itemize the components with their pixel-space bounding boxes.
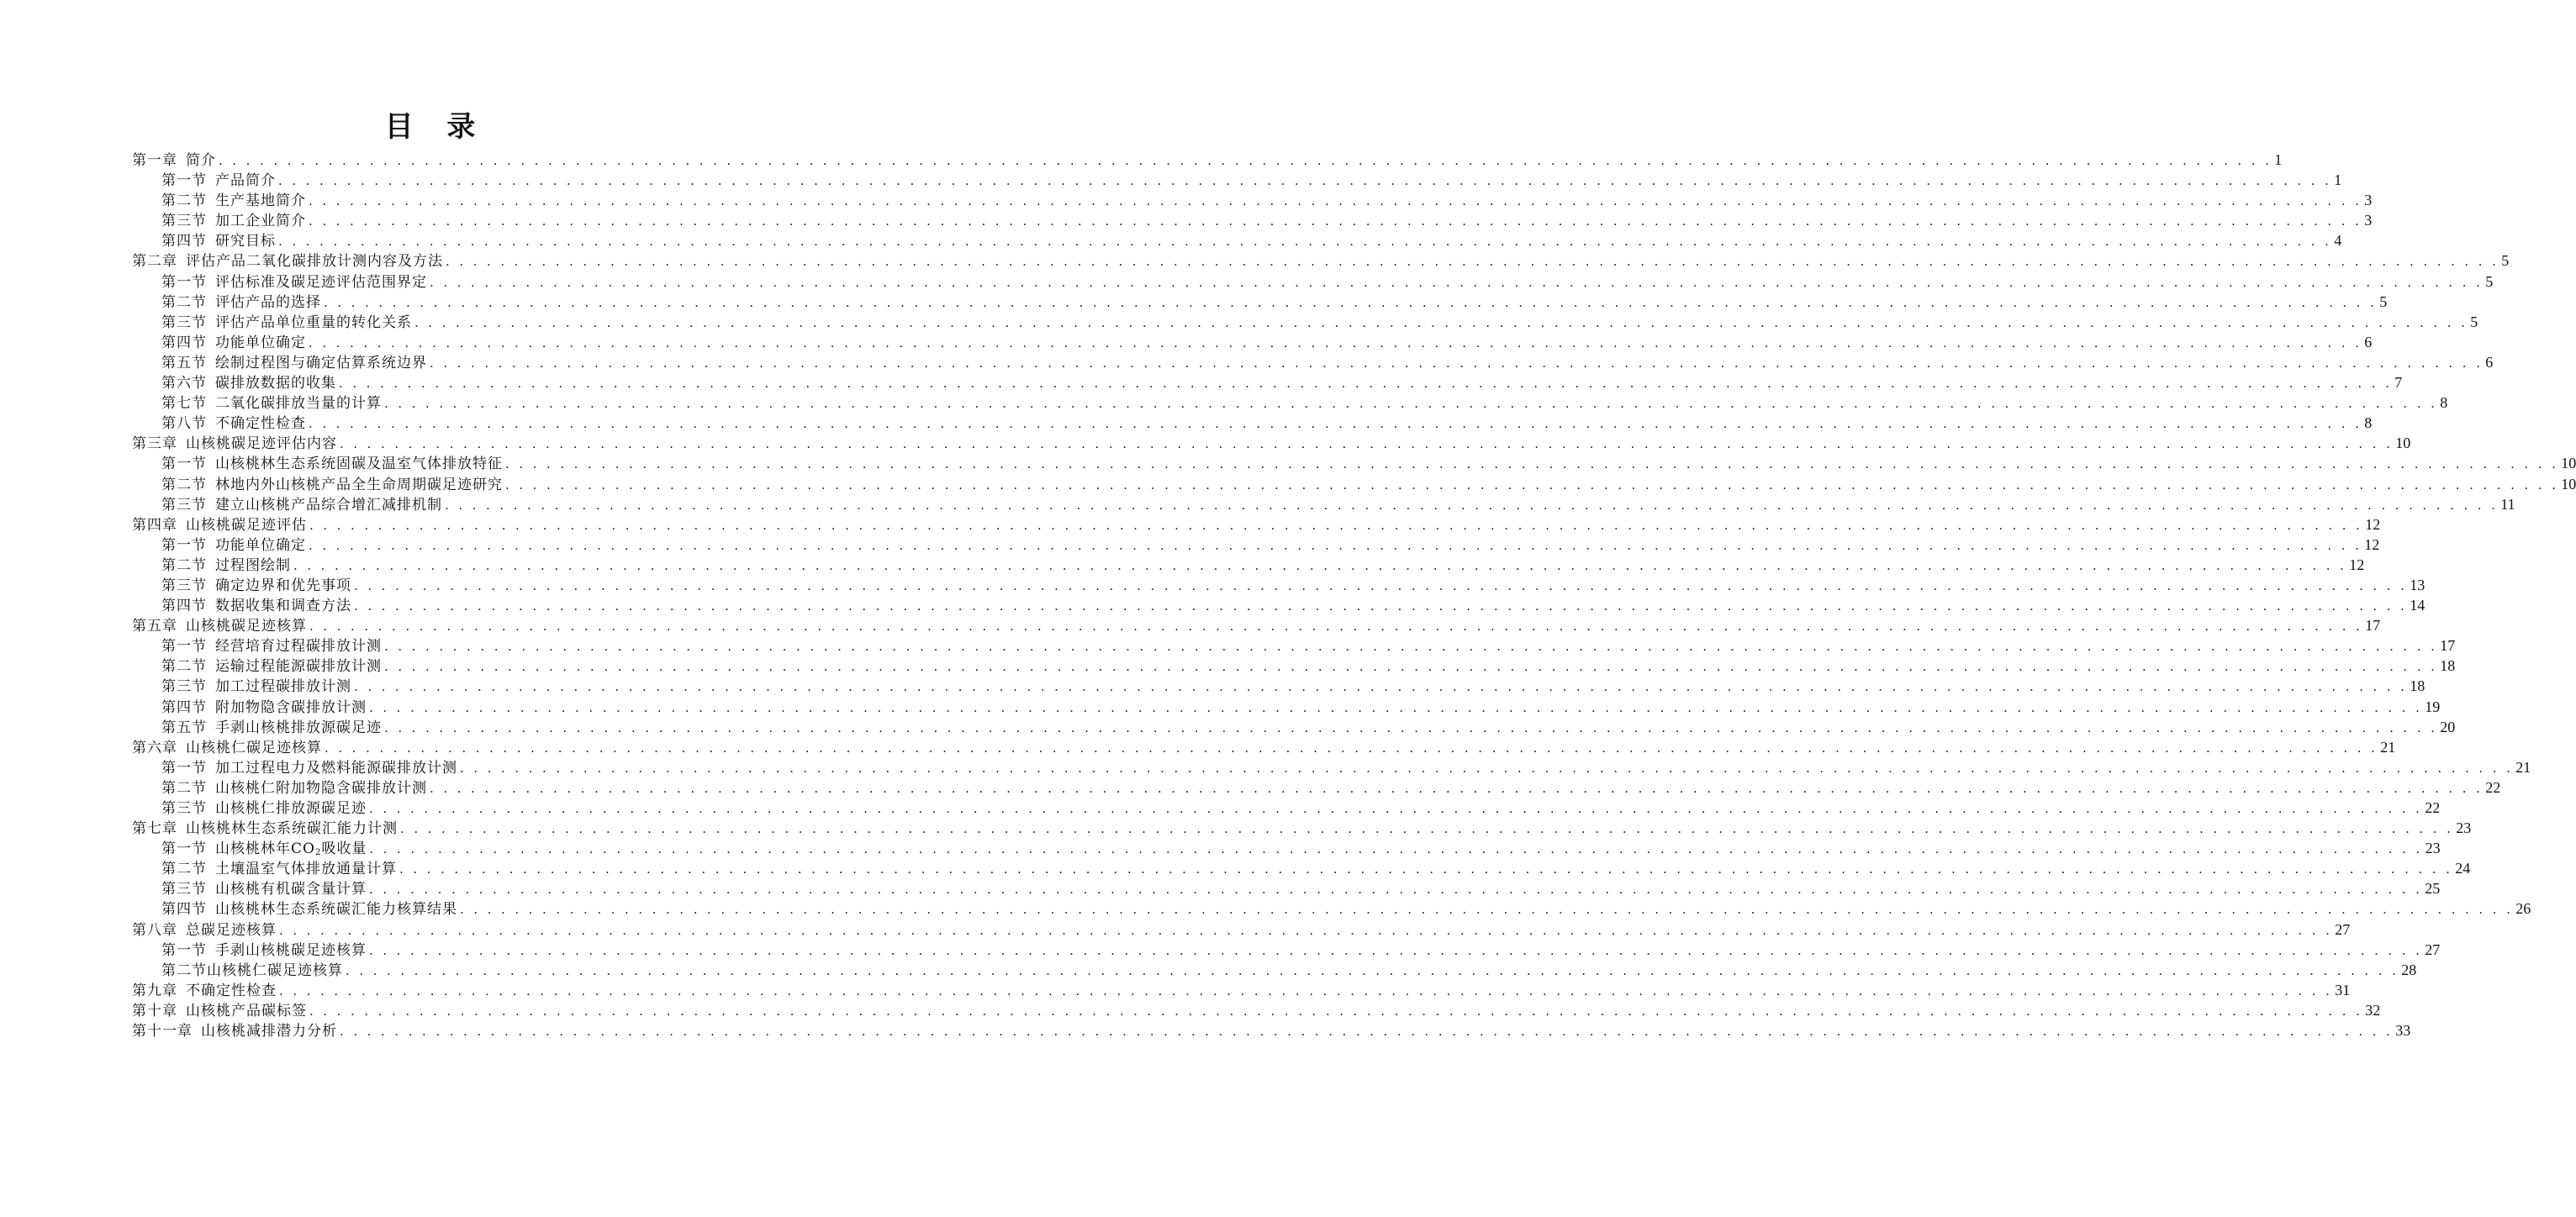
toc-entry-number: 第四节 (161, 698, 207, 716)
toc-entry-number: 第三节 (161, 213, 207, 230)
toc-dot-leader: . . . . . . . . . . . . . . . . . . . . . . . . . . . . . . . . . . . . . . . . . . . . . . . . . . . . . . . . . . . . . . . . . . . . . . . . . . . . . . . . . . . . . . . . . . . . . . . . . . . . . . . . . . . . . . . . . . . . . . . . . . . . . . . . . . . . . . . . . . . . . . . . . . . . . . (309, 193, 2362, 209)
toc-entry-label (132, 616, 307, 636)
toc-entry-title: 功能单位确定 (215, 536, 306, 554)
toc-entry-number: 第一节 (161, 273, 207, 291)
toc-page-number: 21 (2380, 738, 2396, 756)
toc-entry-label (161, 535, 306, 556)
toc-dot-leader: . . . . . . . . . . . . . . . . . . . . . . . . . . . . . . . . . . . . . . . . . . . . . . . . . . . . . . . . . . . . . . . . . . . . . . . . . . . . . . . . . . . . . . . . . . . . . . . . . . . . . . . . . . . . . . . . . . . . . . . . . . . . . . . . . . . . . . . . . . . . . . . . . . . . . . (430, 274, 2484, 290)
toc-section-entry[interactable] (132, 535, 2380, 555)
toc-section-entry[interactable] (132, 595, 2426, 615)
toc-page-number: 24 (2455, 860, 2471, 877)
toc-section-entry[interactable] (132, 656, 2456, 676)
toc-entry-title: 生产基地简介 (215, 192, 306, 210)
toc-entry-label (161, 698, 367, 718)
toc-entry-number: 第一节 (161, 638, 207, 656)
toc-page-number: 23 (2456, 819, 2472, 837)
toc-dot-leader: . . . . . . . . . . . . . . . . . . . . . . . . . . . . . . . . . . . . . . . . . . . . . . . . . . . . . . . . . . . . . . . . . . . . . . . . . . . . . . . . . . . . . . . . . . . . . . . . . . . . . . . . . . . . . . . . . . . . . . . . . . . . . . . . . . . . . . . . . . . . . . . . . . . . . . (430, 780, 2484, 796)
toc-entry-number: 第三节 (161, 800, 207, 817)
toc-chapter-entry[interactable] (132, 980, 2351, 1000)
toc-page-number: 17 (2440, 637, 2456, 655)
toc-dot-leader: . . . . . . . . . . . . . . . . . . . . . . . . . . . . . . . . . . . . . . . . . . . . . . . . . . . . . . . . . . . . . . . . . . . . . . . . . . . . . . . . . . . . . . . . . . . . . . . . . . . . . . . . . . . . . . . . . . . . . . . . . . . . . . . . . . . . . . . . . . . . . . . . . . . . . . (219, 153, 2272, 168)
toc-page-number: 14 (2410, 597, 2426, 614)
toc-page-number: 5 (2379, 292, 2388, 310)
toc-page-number: 6 (2364, 333, 2373, 350)
toc-page-number: 3 (2364, 212, 2373, 229)
toc-page-number: 21 (2515, 758, 2531, 776)
toc-entry-title: 附加物隐含碳排放计测 (215, 698, 367, 716)
toc-entry-label (132, 150, 216, 171)
toc-entry-title: 绘制过程图与确定估算系统边界 (215, 354, 427, 371)
toc-entry-title: 评估标准及碳足迹评估范围界定 (215, 273, 427, 291)
toc-entry-number: 第三节 (161, 496, 207, 514)
toc-entry-label (132, 251, 443, 271)
toc-dot-leader: . . . . . . . . . . . . . . . . . . . . . . . . . . . . . . . . . . . . . . . . . . . . . . . . . . . . . . . . . . . . . . . . . . . . . . . . . . . . . . . . . . . . . . . . . . . . . . . . . . . . . . . . . . . . . . . . . . . . . . . . . . . . . . . . . . . . . . . . . . . . . . . . . . . . . . (309, 1003, 2363, 1019)
toc-entry-title: 山核桃林生态系统碳汇能力计测 (186, 820, 398, 838)
toc-section-entry[interactable] (132, 960, 2417, 980)
toc-entry-number: 第二节 (161, 779, 207, 797)
toc-entry-title: 不确定性检查 (215, 415, 306, 433)
toc-dot-leader: . . . . . . . . . . . . . . . . . . . . . . . . . . . . . . . . . . . . . . . . . . . . . . . . . . . . . . . . . . . . . . . . . . . . . . . . . . . . . . . . . . . . . . . . . . . . . . . . . . . . . . . . . . . . . . . . . . . . . . . . . . . . . . . . . . . . . . . . . . . . . . . . . . . . . . (430, 355, 2484, 371)
toc-section-entry[interactable] (132, 312, 2478, 332)
toc-entry-title: 山核桃碳足迹核算 (186, 618, 307, 635)
toc-dot-leader: . . . . . . . . . . . . . . . . . . . . . . . . . . . . . . . . . . . . . . . . . . . . . . . . . . . . . . . . . . . . . . . . . . . . . . . . . . . . . . . . . . . . . . . . . . . . . . . . . . . . . . . . . . . . . . . . . . . . . . . . . . . . . . . . . . . . . . . . . . . . . . . . . . . . . . (414, 314, 2468, 330)
toc-section-entry[interactable] (132, 898, 2531, 919)
toc-entry-number: 第五节 (161, 719, 207, 736)
toc-entry-title: 山核桃仁排放源碳足迹 (215, 800, 367, 817)
toc-entry-title: 山核桃仁碳足迹核算 (186, 739, 322, 756)
toc-entry-label (132, 1001, 307, 1021)
toc-entry-number: 第一节 (161, 536, 207, 554)
toc-entry-title: 功能单位确定 (215, 334, 306, 351)
toc-section-entry[interactable] (132, 858, 2471, 878)
toc-dot-leader: . . . . . . . . . . . . . . . . . . . . . . . . . . . . . . . . . . . . . . . . . . . . . . . . . . . . . . . . . . . . . . . . . . . . . . . . . . . . . . . . . . . . . . . . . . . . . . . . . . . . . . . . . . . . . . . . . . . . . . . . . . . . . . . . . . . . . . . . . . . . . . . . . . . . . . (354, 679, 2408, 695)
toc-dot-leader: . . . . . . . . . . . . . . . . . . . . . . . . . . . . . . . . . . . . . . . . . . . . . . . . . . . . . . . . . . . . . . . . . . . . . . . . . . . . . . . . . . . . . . . . . . . . . . . . . . . . . . . . . . . . . . . . . . . . . . . . . . . . . . . . . . . . . . . . . . . . . . . . . . . . . . (384, 396, 2438, 412)
toc-chapter-entry[interactable] (132, 919, 2351, 940)
toc-chapter-entry[interactable] (132, 433, 2411, 453)
toc-dot-leader: . . . . . . . . . . . . . . . . . . . . . . . . . . . . . . . . . . . . . . . . . . . . . . . . . . . . . . . . . . . . . . . . . . . . . . . . . . . . . . . . . . . . . . . . . . . . . . . . . . . . . . . . . . . . . . . . . . . . . . . . . . . . . . . . . . . . . . . . . . . . . . . . . . . . . . (293, 557, 2347, 573)
toc-entry-title: 产品简介 (215, 172, 276, 190)
toc-dot-leader: . . . . . . . . . . . . . . . . . . . . . . . . . . . . . . . . . . . . . . . . . . . . . . . . . . . . . . . . . . . . . . . . . . . . . . . . . . . . . . . . . . . . . . . . . . . . . . . . . . . . . . . . . . . . . . . . . . . . . . . . . . . . . . . . . . . . . . . . . . . . . . . . . . . . . . (339, 376, 2393, 392)
toc-entry-label (161, 859, 397, 879)
toc-page-number: 6 (2485, 353, 2494, 371)
toc-entry-label (161, 353, 427, 373)
toc-section-entry[interactable] (132, 838, 2441, 858)
toc-entry-title: 山核桃林生态系统固碳及温室气体排放特征 (215, 456, 503, 473)
toc-dot-leader: . . . . . . . . . . . . . . . . . . . . . . . . . . . . . . . . . . . . . . . . . . . . . . . . . . . . . . . . . . . . . . . . . . . . . . . . . . . . . . . . . . . . . . . . . . . . . . . . . . . . . . . . . . . . . . . . . . . . . . . . . . . . . . . . . . . . . . . . . . . . . . . . . . . . . . (384, 639, 2438, 655)
toc-dot-leader: . . . . . . . . . . . . . . . . . . . . . . . . . . . . . . . . . . . . . . . . . . . . . . . . . . . . . . . . . . . . . . . . . . . . . . . . . . . . . . . . . . . . . . . . . . . . . . . . . . . . . . . . . . . . . . . . . . . . . . . . . . . . . . . . . . . . . . . . . . . . . . . . . . . . . . (384, 659, 2438, 675)
toc-entry-number: 第十一章 (132, 1023, 193, 1041)
toc-entry-label (161, 414, 306, 434)
toc-page-number: 22 (2485, 778, 2501, 796)
toc-dot-leader: . . . . . . . . . . . . . . . . . . . . . . . . . . . . . . . . . . . . . . . . . . . . . . . . . . . . . . . . . . . . . . . . . . . . . . . . . . . . . . . . . . . . . . . . . . . . . . . . . . . . . . . . . . . . . . . . . . . . . . . . . . . . . . . . . . . . . . . . . . . . . . . . . . . . . . (309, 213, 2362, 229)
toc-entry-label (161, 191, 306, 211)
toc-entry-label (132, 738, 322, 758)
toc-dot-leader: . . . . . . . . . . . . . . . . . . . . . . . . . . . . . . . . . . . . . . . . . . . . . . . . . . . . . . . . . . . . . . . . . . . . . . . . . . . . . . . . . . . . . . . . . . . . . . . . . . . . . . . . . . . . . . . . . . . . . . . . . . . . . . . . . . . . . . . . . . . . . . . . . . . . . . (279, 983, 2333, 998)
toc-entry-title: 数据收集和调查方法 (215, 598, 351, 615)
toc-entry-number: 第一节 (161, 941, 207, 959)
toc-entry-label (161, 596, 351, 616)
toc-entry-title: 评估产品单位重量的转化关系 (215, 313, 412, 331)
toc-entry-title: 建立山核桃产品综合增汇减排机制 (215, 496, 442, 514)
toc-entry-number: 第三节 (161, 678, 207, 696)
toc-page-number: 33 (2395, 1022, 2411, 1040)
toc-entry-number: 第三章 (132, 435, 177, 453)
toc-section-entry[interactable] (132, 392, 2448, 413)
toc-page-number: 8 (2364, 414, 2373, 432)
toc-entry-label (161, 839, 367, 859)
toc-dot-leader: . . . . . . . . . . . . . . . . . . . . . . . . . . . . . . . . . . . . . . . . . . . . . . . . . . . . . . . . . . . . . . . . . . . . . . . . . . . . . . . . . . . . . . . . . . . . . . . . . . . . . . . . . . . . . . . . . . . . . . . . . . . . . . . . . . . . . . . . . . . . . . . . . . . . . . (340, 436, 2394, 452)
toc-entry-label (161, 211, 306, 231)
toc-dot-leader: . . . . . . . . . . . . . . . . . . . . . . . . . . . . . . . . . . . . . . . . . . . . . . . . . . . . . . . . . . . . . . . . . . . . . . . . . . . . . . . . . . . . . . . . . . . . . . . . . . . . . . . . . . . . . . . . . . . . . . . . . . . . . . . . . . . . . . . . . . . . . . . . . . . . . . (309, 335, 2362, 350)
toc-page-number: 25 (2425, 880, 2441, 898)
toc-section-entry[interactable] (132, 271, 2494, 292)
toc-dot-leader: . . . . . . . . . . . . . . . . . . . . . . . . . . . . . . . . . . . . . . . . . . . . . . . . . . . . . . . . . . . . . . . . . . . . . . . . . . . . . . . . . . . . . . . . . . . . . . . . . . . . . . . . . . . . . . . . . . . . . . . . . . . . . . . . . . . . . . . . . . . . . . . . . . . . . . (354, 577, 2408, 593)
toc-entry-label (161, 677, 351, 697)
toc-entry-title: 山核桃减排潜力分析 (201, 1023, 337, 1041)
toc-section-entry[interactable] (132, 453, 2576, 473)
toc-chapter-entry[interactable] (132, 150, 2283, 170)
toc-page-number: 18 (2440, 657, 2456, 675)
toc-entry-title: 运输过程能源碳排放计测 (215, 658, 382, 676)
toc-section-entry[interactable] (132, 555, 2365, 575)
toc-chapter-entry[interactable] (132, 1000, 2381, 1020)
toc-entry-number: 第十章 (132, 1002, 177, 1019)
toc-dot-leader: . . . . . . . . . . . . . . . . . . . . . . . . . . . . . . . . . . . . . . . . . . . . . . . . . . . . . . . . . . . . . . . . . . . . . . . . . . . . . . . . . . . . . . . . . . . . . . . . . . . . . . . . . . . . . . . . . . . . . . . . . . . . . . . . . . . . . . . . . . . . . . . . . . . . . . (309, 517, 2363, 533)
toc-entry-label (132, 1021, 337, 1041)
toc-entry-number: 第八章 (132, 921, 177, 939)
toc-dot-leader: . . . . . . . . . . . . . . . . . . . . . . . . . . . . . . . . . . . . . . . . . . . . . . . . . . . . . . . . . . . . . . . . . . . . . . . . . . . . . . . . . . . . . . . . . . . . . . . . . . . . . . . . . . . . . . . . . . . . . . . . . . . . . . . . . . . . . . . . . . . . . . . . . . . . . . (369, 699, 2423, 715)
toc-entry-title: 过程图绘制 (215, 556, 291, 574)
toc-entry-title: 山核桃仁附加物隐含碳排放计测 (215, 779, 427, 797)
toc-entry-number: 第二章 (132, 253, 177, 271)
toc-dot-leader: . . . . . . . . . . . . . . . . . . . . . . . . . . . . . . . . . . . . . . . . . . . . . . . . . . . . . . . . . . . . . . . . . . . . . . . . . . . . . . . . . . . . . . . . . . . . . . . . . . . . . . . . . . . . . . . . . . . . . . . . . . . . . . . . . . . . . . . . . . . . . . . . . . . . . . (384, 719, 2438, 735)
toc-dot-leader: . . . . . . . . . . . . . . . . . . . . . . . . . . . . . . . . . . . . . . . . . . . . . . . . . . . . . . . . . . . . . . . . . . . . . . . . . . . . . . . . . . . . . . . . . . . . . . . . . . . . . . . . . . . . . . . . . . . . . . . . . . . . . . . . . . . . . . . . . . . . . . . . . . . . . . (460, 760, 2514, 776)
toc-entry-number: 第四节 (161, 334, 207, 351)
toc-page-number: 10 (2561, 475, 2576, 493)
toc-dot-leader: . . . . . . . . . . . . . . . . . . . . . . . . . . . . . . . . . . . . . . . . . . . . . . . . . . . . . . . . . . . . . . . . . . . . . . . . . . . . . . . . . . . . . . . . . . . . . . . . . . . . . . . . . . . . . . . . . . . . . . . . . . . . . . . . . . . . . . . . . . . . . . . . . . . . . . (445, 497, 2499, 513)
toc-entry-label (161, 313, 412, 333)
toc-section-entry[interactable] (132, 352, 2494, 372)
toc-dot-leader: . . . . . . . . . . . . . . . . . . . . . . . . . . . . . . . . . . . . . . . . . . . . . . . . . . . . . . . . . . . . . . . . . . . . . . . . . . . . . . . . . . . . . . . . . . . . . . . . . . . . . . . . . . . . . . . . . . . . . . . . . . . . . . . . . . . . . . . . . . . . . . . . . . . . . . (460, 902, 2514, 918)
toc-page-number: 22 (2425, 799, 2441, 816)
toc-section-entry[interactable] (132, 676, 2426, 696)
toc-entry-label (161, 333, 306, 353)
toc-entry-label (132, 920, 277, 940)
toc-dot-leader: . . . . . . . . . . . . . . . . . . . . . . . . . . . . . . . . . . . . . . . . . . . . . . . . . . . . . . . . . . . . . . . . . . . . . . . . . . . . . . . . . . . . . . . . . . . . . . . . . . . . . . . . . . . . . . . . . . . . . . . . . . . . . . . . . . . . . . . . . . . . . . . . . . . . . . (325, 740, 2378, 756)
toc-section-entry[interactable] (132, 413, 2373, 433)
toc-page-number: 5 (2501, 252, 2510, 270)
toc-dot-leader: . . . . . . . . . . . . . . . . . . . . . . . . . . . . . . . . . . . . . . . . . . . . . . . . . . . . . . . . . . . . . . . . . . . . . . . . . . . . . . . . . . . . . . . . . . . . . . . . . . . . . . . . . . . . . . . . . . . . . . . . . . . . . . . . . . . . . . . . . . . . . . . . . . . . . . (505, 477, 2559, 493)
toc-dot-leader: . . . . . . . . . . . . . . . . . . . . . . . . . . . . . . . . . . . . . . . . . . . . . . . . . . . . . . . . . . . . . . . . . . . . . . . . . . . . . . . . . . . . . . . . . . . . . . . . . . . . . . . . . . . . . . . . . . . . . . . . . . . . . . . . . . . . . . . . . . . . . . . . . . . . . . (279, 922, 2333, 938)
toc-section-entry[interactable] (132, 292, 2388, 312)
toc-entry-number: 第七章 (132, 820, 177, 838)
toc-entry-title: 碳排放数据的收集 (215, 375, 336, 392)
toc-page-number: 10 (2561, 455, 2576, 472)
toc-page-number: 1 (2274, 151, 2283, 168)
toc-entry-number: 第七节 (161, 395, 207, 413)
toc-entry-title: 简介 (186, 152, 216, 169)
toc-page-number: 32 (2365, 1001, 2381, 1019)
toc-entry-title: 山核桃有机碳含量计算 (215, 881, 367, 898)
toc-entry-label (161, 292, 321, 313)
page-title: 目 录 (384, 110, 488, 144)
toc-chapter-entry[interactable] (132, 737, 2396, 757)
toc-entry-label (132, 515, 307, 535)
toc-page-number: 12 (2364, 535, 2380, 553)
toc-entry-label (161, 940, 367, 961)
toc-entry-label (161, 454, 503, 474)
toc-entry-number: 第一节 (161, 759, 207, 777)
toc-entry-number: 第五节 (161, 354, 207, 371)
toc-entry-number: 第三节 (161, 313, 207, 331)
toc-page-number: 7 (2394, 374, 2403, 392)
toc-entry-label (161, 636, 382, 656)
toc-entry-number: 第二节 (161, 556, 207, 574)
toc-entry-label (161, 758, 457, 778)
toc-dot-leader: . . . . . . . . . . . . . . . . . . . . . . . . . . . . . . . . . . . . . . . . . . . . . . . . . . . . . . . . . . . . . . . . . . . . . . . . . . . . . . . . . . . . . . . . . . . . . . . . . . . . . . . . . . . . . . . . . . . . . . . . . . . . . . . . . . . . . . . . . . . . . . . . . . . . . . (399, 861, 2453, 877)
toc-section-entry[interactable] (132, 940, 2441, 960)
toc-entry-label (161, 171, 276, 191)
toc-entry-title: 林地内外山核桃产品全生命周期碳足迹研究 (215, 476, 503, 493)
toc-dot-leader: . . . . . . . . . . . . . . . . . . . . . . . . . . . . . . . . . . . . . . . . . . . . . . . . . . . . . . . . . . . . . . . . . . . . . . . . . . . . . . . . . . . . . . . . . . . . . . . . . . . . . . . . . . . . . . . . . . . . . . . . . . . . . . . . . . . . . . . . . . . . . . . . . . . . . . (309, 416, 2362, 432)
toc-page-number: 19 (2425, 698, 2441, 715)
toc-section-entry[interactable] (132, 190, 2373, 210)
toc-entry-title: 山核桃林生态系统碳汇能力核算结果 (215, 901, 457, 919)
toc-page-number: 27 (2335, 920, 2351, 938)
toc-entry-title: 加工过程碳排放计测 (215, 678, 351, 696)
toc-entry-label (161, 899, 457, 919)
table-of-contents (132, 150, 2576, 1041)
toc-entry-title: 总碳足迹核算 (186, 921, 277, 939)
toc-entry-label (161, 576, 351, 596)
toc-entry-label (132, 819, 398, 839)
toc-entry-label (161, 656, 382, 677)
toc-entry-number: 第一节 (161, 840, 207, 858)
toc-section-entry[interactable] (132, 230, 2342, 250)
toc-page-number: 13 (2410, 576, 2426, 593)
toc-page-number: 23 (2425, 840, 2441, 857)
toc-entry-number: 第六章 (132, 739, 177, 756)
toc-entry-title: 山核桃产品碳标签 (186, 1002, 307, 1019)
toc-page-number: 5 (2470, 313, 2478, 330)
toc-section-entry[interactable] (132, 635, 2456, 656)
toc-dot-leader: . . . . . . . . . . . . . . . . . . . . . . . . . . . . . . . . . . . . . . . . . . . . . . . . . . . . . . . . . . . . . . . . . . . . . . . . . . . . . . . . . . . . . . . . . . . . . . . . . . . . . . . . . . . . . . . . . . . . . . . . . . . . . . . . . . . . . . . . . . . . . . . . . . . . . . (369, 882, 2423, 898)
toc-entry-label (161, 475, 503, 495)
toc-chapter-entry[interactable] (132, 1020, 2411, 1041)
toc-page-number: 4 (2334, 232, 2342, 250)
toc-dot-leader: . . . . . . . . . . . . . . . . . . . . . . . . . . . . . . . . . . . . . . . . . . . . . . . . . . . . . . . . . . . . . . . . . . . . . . . . . . . . . . . . . . . . . . . . . . . . . . . . . . . . . . . . . . . . . . . . . . . . . . . . . . . . . . . . . . . . . . . . . . . . . . . . . . . . . . (309, 619, 2363, 635)
toc-entry-number: 第四节 (161, 233, 207, 250)
toc-entry-number: 第二节 (161, 658, 207, 676)
toc-page-number: 28 (2401, 961, 2417, 978)
toc-entry-label (161, 961, 343, 981)
toc-section-entry[interactable] (132, 170, 2342, 190)
toc-entry-number: 第二节 (161, 293, 207, 311)
toc-entry-title: 经营培育过程碳排放计测 (215, 638, 382, 656)
toc-entry-number: 第一节 (161, 172, 207, 190)
toc-section-entry[interactable] (132, 332, 2373, 352)
toc-page-number: 3 (2364, 192, 2373, 209)
toc-dot-leader: . . . . . . . . . . . . . . . . . . . . . . . . . . . . . . . . . . . . . . . . . . . . . . . . . . . . . . . . . . . . . . . . . . . . . . . . . . . . . . . . . . . . . . . . . . . . . . . . . . . . . . . . . . . . . . . . . . . . . . . . . . . . . . . . . . . . . . . . . . . . . . . . . . . . . . (309, 537, 2362, 553)
toc-dot-leader: . . . . . . . . . . . . . . . . . . . . . . . . . . . . . . . . . . . . . . . . . . . . . . . . . . . . . . . . . . . . . . . . . . . . . . . . . . . . . . . . . . . . . . . . . . . . . . . . . . . . . . . . . . . . . . . . . . . . . . . . . . . . . . . . . . . . . . . . . . . . . . . . . . . . . . (369, 801, 2423, 816)
toc-entry-number: 第八节 (161, 415, 207, 433)
toc-entry-label (161, 373, 336, 393)
toc-entry-title: 山核桃碳足迹评估 (186, 516, 307, 534)
toc-entry-label (161, 778, 427, 798)
toc-entry-number: 第四节 (161, 901, 207, 919)
toc-entry-formula: CO (291, 840, 315, 858)
toc-entry-title: 手剥山核桃碳足迹核算 (215, 941, 367, 959)
toc-chapter-entry[interactable] (132, 514, 2381, 535)
toc-section-entry[interactable] (132, 717, 2456, 737)
toc-section-entry[interactable] (132, 697, 2441, 717)
toc-page-number: 12 (2349, 556, 2365, 573)
toc-entry-number: 第四章 (132, 516, 177, 534)
toc-entry-subscript: 2 (314, 848, 322, 858)
toc-page-number: 17 (2365, 617, 2381, 635)
toc-entry-number: 第九章 (132, 982, 177, 999)
toc-section-entry[interactable] (132, 757, 2531, 777)
toc-entry-title: 评估产品二氧化碳排放计测内容及方法 (186, 253, 443, 271)
toc-entry-number: 第二节 (161, 861, 207, 878)
toc-chapter-entry[interactable] (132, 615, 2381, 635)
toc-entry-title: 不确定性检查 (186, 982, 277, 999)
toc-page-number: 1 (2334, 171, 2342, 189)
toc-entry-label (161, 879, 367, 899)
toc-chapter-entry[interactable] (132, 818, 2472, 838)
toc-page-number: 8 (2440, 394, 2448, 412)
toc-page-number: 10 (2395, 435, 2411, 452)
toc-section-entry[interactable] (132, 777, 2501, 798)
toc-page-number: 18 (2410, 677, 2426, 695)
toc-page-number: 12 (2365, 515, 2381, 533)
toc-entry-number: 第四节 (161, 598, 207, 615)
toc-entry-label (161, 718, 382, 738)
toc-entry-number: 第二节 (161, 961, 207, 979)
toc-page-number: 31 (2335, 981, 2351, 998)
toc-entry-title: 加工过程电力及燃料能源碳排放计测 (215, 759, 457, 777)
toc-section-entry[interactable] (132, 474, 2576, 494)
toc-dot-leader: . . . . . . . . . . . . . . . . . . . . . . . . . . . . . . . . . . . . . . . . . . . . . . . . . . . . . . . . . . . . . . . . . . . . . . . . . . . . . . . . . . . . . . . . . . . . . . . . . . . . . . . . . . . . . . . . . . . . . . . . . . . . . . . . . . . . . . . . . . . . . . . . . . . . . . (400, 821, 2454, 837)
toc-entry-title: 山核桃林年 (215, 840, 291, 858)
toc-entry-label (161, 556, 291, 576)
toc-dot-leader: . . . . . . . . . . . . . . . . . . . . . . . . . . . . . . . . . . . . . . . . . . . . . . . . . . . . . . . . . . . . . . . . . . . . . . . . . . . . . . . . . . . . . . . . . . . . . . . . . . . . . . . . . . . . . . . . . . . . . . . . . . . . . . . . . . . . . . . . . . . . . . . . . . . . . . (346, 962, 2399, 978)
toc-entry-label (161, 495, 442, 515)
toc-entry-number: 第三节 (161, 881, 207, 898)
toc-entry-label (161, 798, 367, 819)
toc-page-number: 26 (2515, 900, 2531, 918)
toc-entry-title: 确定边界和优先事项 (215, 577, 351, 594)
toc-section-entry[interactable] (132, 210, 2373, 230)
toc-section-entry[interactable] (132, 494, 2515, 514)
toc-entry-number: 第二节 (161, 192, 207, 210)
toc-dot-leader: . . . . . . . . . . . . . . . . . . . . . . . . . . . . . . . . . . . . . . . . . . . . . . . . . . . . . . . . . . . . . . . . . . . . . . . . . . . . . . . . . . . . . . . . . . . . . . . . . . . . . . . . . . . . . . . . . . . . . . . . . . . . . . . . . . . . . . . . . . . . . . . . . . . . . . (354, 598, 2408, 614)
toc-entry-title: 评估产品的选择 (215, 293, 321, 311)
toc-entry-label (161, 393, 382, 414)
toc-entry-title-rest: 吸收量 (321, 840, 367, 858)
toc-entry-number: 第一节 (161, 456, 207, 473)
toc-entry-title: 二氧化碳排放当量的计算 (215, 395, 382, 413)
toc-page-number: 27 (2425, 940, 2441, 958)
toc-entry-title: 土壤温室气体排放通量计算 (215, 861, 397, 878)
toc-page-number: 11 (2500, 495, 2515, 513)
toc-entry-title: 手剥山核桃排放源碳足迹 (215, 719, 382, 736)
toc-entry-label (132, 981, 277, 1001)
toc-entry-label (132, 434, 337, 454)
toc-entry-label (161, 272, 427, 292)
toc-dot-leader: . . . . . . . . . . . . . . . . . . . . . . . . . . . . . . . . . . . . . . . . . . . . . . . . . . . . . . . . . . . . . . . . . . . . . . . . . . . . . . . . . . . . . . . . . . . . . . . . . . . . . . . . . . . . . . . . . . . . . . . . . . . . . . . . . . . . . . . . . . . . . . . . . . . . . . (278, 173, 2332, 189)
toc-entry-number: 第五章 (132, 618, 177, 635)
toc-entry-number: 第二节 (161, 476, 207, 493)
toc-dot-leader: . . . . . . . . . . . . . . . . . . . . . . . . . . . . . . . . . . . . . . . . . . . . . . . . . . . . . . . . . . . . . . . . . . . . . . . . . . . . . . . . . . . . . . . . . . . . . . . . . . . . . . . . . . . . . . . . . . . . . . . . . . . . . . . . . . . . . . . . . . . . . . . . . . . . . . (324, 294, 2378, 310)
toc-section-entry[interactable] (132, 878, 2441, 898)
toc-entry-number: 第三节 (161, 577, 207, 594)
toc-dot-leader: . . . . . . . . . . . . . . . . . . . . . . . . . . . . . . . . . . . . . . . . . . . . . . . . . . . . . . . . . . . . . . . . . . . . . . . . . . . . . . . . . . . . . . . . . . . . . . . . . . . . . . . . . . . . . . . . . . . . . . . . . . . . . . . . . . . . . . . . . . . . . . . . . . . . . . (369, 942, 2423, 958)
toc-section-entry[interactable] (132, 372, 2403, 392)
toc-dot-leader: . . . . . . . . . . . . . . . . . . . . . . . . . . . . . . . . . . . . . . . . . . . . . . . . . . . . . . . . . . . . . . . . . . . . . . . . . . . . . . . . . . . . . . . . . . . . . . . . . . . . . . . . . . . . . . . . . . . . . . . . . . . . . . . . . . . . . . . . . . . . . . . . . . . . . . (505, 456, 2559, 472)
toc-entry-number: 第一章 (132, 152, 177, 169)
toc-section-entry[interactable] (132, 575, 2426, 595)
toc-dot-leader: . . . . . . . . . . . . . . . . . . . . . . . . . . . . . . . . . . . . . . . . . . . . . . . . . . . . . . . . . . . . . . . . . . . . . . . . . . . . . . . . . . . . . . . . . . . . . . . . . . . . . . . . . . . . . . . . . . . . . . . . . . . . . . . . . . . . . . . . . . . . . . . . . . . . . . (340, 1024, 2394, 1040)
toc-dot-leader: . . . . . . . . . . . . . . . . . . . . . . . . . . . . . . . . . . . . . . . . . . . . . . . . . . . . . . . . . . . . . . . . . . . . . . . . . . . . . . . . . . . . . . . . . . . . . . . . . . . . . . . . . . . . . . . . . . . . . . . . . . . . . . . . . . . . . . . . . . . . . . . . . . . . . . (446, 254, 2499, 270)
toc-dot-leader: . . . . . . . . . . . . . . . . . . . . . . . . . . . . . . . . . . . . . . . . . . . . . . . . . . . . . . . . . . . . . . . . . . . . . . . . . . . . . . . . . . . . . . . . . . . . . . . . . . . . . . . . . . . . . . . . . . . . . . . . . . . . . . . . . . . . . . . . . . . . . . . . . . . . . . (369, 841, 2423, 857)
toc-entry-number: 第六节 (161, 375, 207, 392)
toc-entry-title: 研究目标 (215, 233, 276, 250)
toc-entry-label (161, 231, 276, 251)
toc-page-number: 20 (2440, 718, 2456, 735)
toc-page-number: 5 (2485, 272, 2494, 290)
toc-entry-title: 加工企业简介 (215, 213, 306, 230)
toc-section-entry[interactable] (132, 798, 2441, 818)
toc-chapter-entry[interactable] (132, 250, 2510, 271)
toc-entry-title: 山核桃仁碳足迹核算 (207, 961, 343, 979)
toc-entry-title: 山核桃碳足迹评估内容 (186, 435, 337, 453)
toc-dot-leader: . . . . . . . . . . . . . . . . . . . . . . . . . . . . . . . . . . . . . . . . . . . . . . . . . . . . . . . . . . . . . . . . . . . . . . . . . . . . . . . . . . . . . . . . . . . . . . . . . . . . . . . . . . . . . . . . . . . . . . . . . . . . . . . . . . . . . . . . . . . . . . . . . . . . . . (278, 234, 2332, 250)
